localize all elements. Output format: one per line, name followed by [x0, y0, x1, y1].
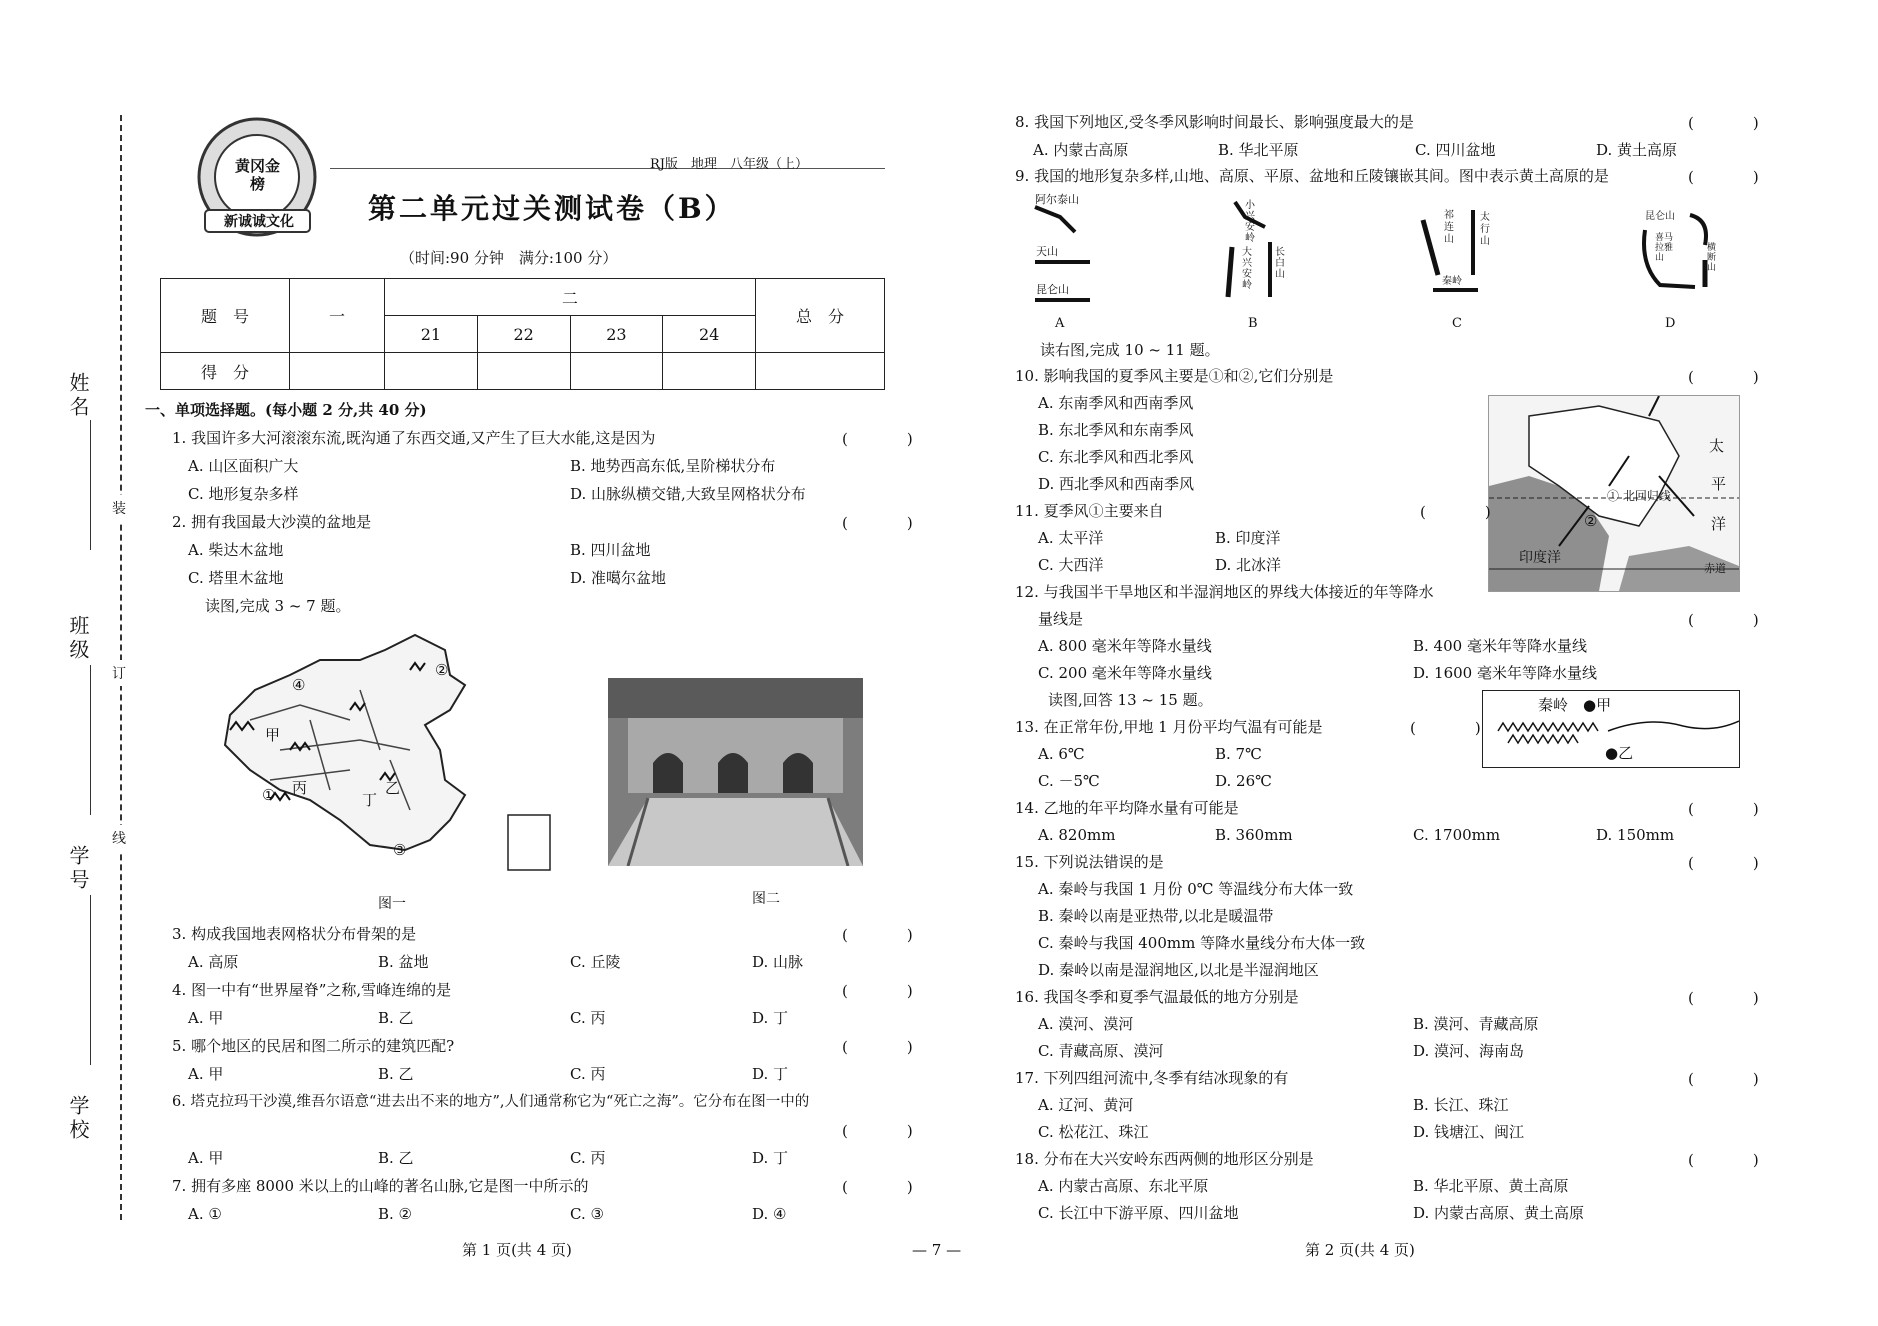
q17-option-c[interactable]: C. 松花江、珠江	[1038, 1123, 1149, 1141]
q13-option-c[interactable]: C. －5℃	[1038, 772, 1100, 790]
q6-option-d[interactable]: D. 丁	[752, 1149, 789, 1167]
q1-option-a[interactable]: A. 山区面积广大	[188, 457, 299, 475]
q4-option-b[interactable]: B. 乙	[378, 1009, 414, 1027]
label-kunlun-d: 昆仑山	[1645, 211, 1675, 222]
q10-option-d[interactable]: D. 西北季风和西南季风	[1038, 475, 1195, 493]
q1-option-c[interactable]: C. 地形复杂多样	[188, 485, 299, 503]
label-tianshan: 天山	[1036, 245, 1058, 258]
q12-option-d[interactable]: D. 1600 毫米年等降水量线	[1413, 664, 1597, 682]
q15-option-b[interactable]: B. 秦岭以南是亚热带,以北是暖温带	[1038, 907, 1274, 925]
q3-option-c[interactable]: C. 丘陵	[570, 953, 621, 971]
q8-answer-blank[interactable]: ( )	[1688, 114, 1781, 132]
q2-option-b[interactable]: B. 四川盆地	[570, 541, 651, 559]
q8-stem: 8. 我国下列地区,受冬季风影响时间最长、影响强度最大的是	[1015, 113, 1414, 131]
q2-option-d[interactable]: D. 准噶尔盆地	[570, 569, 667, 587]
q9-option-a[interactable]: A	[1055, 316, 1065, 331]
footer-page-1: 第 1 页(共 4 页)	[462, 1241, 572, 1259]
read-instruction-10-11: 读右图,完成 10 ~ 11 题。	[1040, 341, 1220, 359]
q2-answer-blank[interactable]: ( )	[842, 514, 935, 532]
q13-stem: 13. 在正常年份,甲地 1 月份平均气温有可能是	[1015, 718, 1323, 736]
q24-col: 24	[663, 316, 756, 353]
q12-option-a[interactable]: A. 800 毫米年等降水量线	[1038, 637, 1212, 655]
sketch-label-yi: ●乙	[1605, 744, 1634, 762]
map2-label-yang: 洋	[1711, 515, 1727, 533]
q12-answer-blank[interactable]: ( )	[1688, 611, 1781, 629]
logo-bottom-text: 新诚诚文化	[224, 214, 294, 230]
student-id-label: 学号	[66, 845, 90, 893]
q15-stem: 15. 下列说法错误的是	[1015, 853, 1164, 871]
q3-option-a[interactable]: A. 高原	[188, 953, 239, 971]
q18-stem: 18. 分布在大兴安岭东西两侧的地形区分别是	[1015, 1150, 1314, 1168]
q7-option-d[interactable]: D. ④	[752, 1205, 787, 1223]
q9-diagram-a[interactable]	[1030, 192, 1100, 312]
q1-option-d[interactable]: D. 山脉纵横交错,大致呈网格状分布	[570, 485, 806, 503]
q17-stem: 17. 下列四组河流中,冬季有结冰现象的有	[1015, 1069, 1289, 1087]
q16-stem: 16. 我国冬季和夏季气温最低的地方分别是	[1015, 988, 1299, 1006]
read-instruction-3-7: 读图,完成 3 ~ 7 题。	[205, 597, 351, 615]
q9-answer-blank[interactable]: ( )	[1688, 168, 1781, 186]
exam-subtitle: （时间:90 分钟 满分:100 分）	[400, 249, 618, 267]
page-title: 第二单元过关测试卷（B）	[368, 192, 736, 225]
q11-option-c[interactable]: C. 大西洋	[1038, 556, 1104, 574]
q16-option-a[interactable]: A. 漠河、漠河	[1038, 1015, 1134, 1033]
q14-option-d[interactable]: D. 150mm	[1596, 826, 1675, 844]
q3-option-b[interactable]: B. 盆地	[378, 953, 429, 971]
score-cell[interactable]	[756, 353, 885, 390]
q12-stem: 12. 与我国半干旱地区和半湿润地区的界线大体接近的年等降水	[1015, 583, 1434, 601]
q2-option-a[interactable]: A. 柴达木盆地	[188, 541, 284, 559]
q5-option-a[interactable]: A. 甲	[188, 1065, 224, 1083]
q4-option-d[interactable]: D. 丁	[752, 1009, 789, 1027]
q5-answer-blank[interactable]: ( )	[842, 1038, 935, 1056]
label-daxinganling: 大兴安岭	[1242, 247, 1252, 291]
label-himalaya: 喜马拉雅山	[1655, 233, 1674, 263]
section-heading: 一、单项选择题。(每小题 2 分,共 40 分)	[145, 401, 427, 419]
q3-option-d[interactable]: D. 山脉	[752, 953, 804, 971]
figure-2-photo	[608, 678, 863, 866]
q13-answer-blank[interactable]: ( )	[1410, 719, 1503, 737]
map1-label-4: ④	[292, 676, 306, 694]
q9-stem: 9. 我国的地形复杂多样,山地、高原、平原、盆地和丘陵镶嵌其间。图中表示黄土高原的是	[1015, 167, 1609, 185]
q7-stem: 7. 拥有多座 8000 米以上的山峰的著名山脉,它是图一中所示的	[172, 1177, 589, 1195]
q14-stem: 14. 乙地的年平均降水量有可能是	[1015, 799, 1239, 817]
cave-dwelling-photo-icon	[608, 678, 863, 866]
footer-page-2: 第 2 页(共 4 页)	[1305, 1241, 1415, 1259]
total-header: 总 分	[756, 279, 885, 353]
q18-option-b[interactable]: B. 华北平原、黄土高原	[1413, 1177, 1569, 1195]
map1-label-ding: 丁	[362, 791, 378, 809]
school-label: 学校	[66, 1095, 90, 1143]
china-map-icon	[210, 630, 555, 880]
q11-option-a[interactable]: A. 太平洋	[1038, 529, 1104, 547]
binding-label-ding: 订	[112, 660, 126, 686]
q8-option-b[interactable]: B. 华北平原	[1218, 141, 1299, 159]
edition-label: RJ版 地理 八年级（上）	[650, 157, 808, 172]
q2-option-c[interactable]: C. 塔里木盆地	[188, 569, 284, 587]
q11-stem: 11. 夏季风①主要来自	[1015, 502, 1164, 520]
q13-option-b[interactable]: B. 7℃	[1215, 745, 1262, 763]
q7-option-c[interactable]: C. ③	[570, 1205, 604, 1223]
q1-stem: 1. 我国许多大河滚滚东流,既沟通了东西交通,又产生了巨大水能,这是因为	[172, 429, 656, 447]
q15-answer-blank[interactable]: ( )	[1688, 854, 1781, 872]
label-changbaishan: 长白山	[1275, 247, 1285, 280]
logo-top-text: 黄冈金榜	[235, 157, 281, 193]
q2-stem: 2. 拥有我国最大沙漠的盆地是	[172, 513, 372, 531]
label-hengduan: 横断山	[1707, 243, 1717, 273]
read-instruction-13-15: 读图,回答 13 ~ 15 题。	[1048, 691, 1213, 709]
class-blank-line	[90, 665, 91, 815]
figure-2-caption: 图二	[752, 891, 780, 907]
q1-answer-blank[interactable]: ( )	[842, 430, 935, 448]
figure-1-caption: 图一	[378, 896, 406, 912]
label-xiaoxinganling: 小兴安岭	[1245, 200, 1255, 244]
q3-stem: 3. 构成我国地表网格状分布骨架的是	[172, 925, 417, 943]
name-blank-line	[90, 420, 91, 550]
q21-col: 21	[385, 316, 478, 353]
q9-option-b[interactable]: B	[1248, 316, 1258, 331]
score-cell[interactable]	[570, 353, 663, 390]
sketch-label-qinling: 秦岭	[1538, 696, 1569, 714]
score-cell[interactable]	[290, 353, 385, 390]
score-cell[interactable]	[663, 353, 756, 390]
q18-option-d[interactable]: D. 内蒙古高原、黄土高原	[1413, 1204, 1585, 1222]
q6-answer-blank[interactable]: ( )	[842, 1122, 935, 1140]
q4-option-a[interactable]: A. 甲	[188, 1009, 224, 1027]
figure-1-china-map	[210, 630, 555, 880]
q13-option-a[interactable]: A. 6℃	[1038, 745, 1085, 763]
q4-answer-blank[interactable]: ( )	[842, 982, 935, 1000]
q23-col: 23	[570, 316, 663, 353]
q12-option-b[interactable]: B. 400 毫米年等降水量线	[1413, 637, 1587, 655]
q18-option-a[interactable]: A. 内蒙古高原、东北平原	[1038, 1177, 1209, 1195]
q8-option-a[interactable]: A. 内蒙古高原	[1033, 141, 1129, 159]
class-label: 班级	[66, 615, 90, 663]
name-label: 姓名	[66, 372, 90, 420]
q11-answer-blank[interactable]: ( )	[1420, 503, 1513, 521]
q15-option-c[interactable]: C. 秦岭与我国 400mm 等降水量线分布大体一致	[1038, 934, 1366, 952]
q5-stem: 5. 哪个地区的民居和图二所示的建筑匹配?	[172, 1037, 455, 1055]
q8-option-c[interactable]: C. 四川盆地	[1415, 141, 1496, 159]
q16-option-b[interactable]: B. 漠河、青藏高原	[1413, 1015, 1539, 1033]
q18-option-c[interactable]: C. 长江中下游平原、四川盆地	[1038, 1204, 1239, 1222]
q15-option-d[interactable]: D. 秦岭以南是湿润地区,以北是半湿润地区	[1038, 961, 1319, 979]
q10-answer-blank[interactable]: ( )	[1688, 368, 1781, 386]
q15-option-a[interactable]: A. 秦岭与我国 1 月份 0℃ 等温线分布大体一致	[1038, 880, 1354, 898]
q9-option-c[interactable]: C	[1452, 316, 1462, 331]
q9-diagram-c[interactable]	[1418, 200, 1498, 305]
q6-option-a[interactable]: A. 甲	[188, 1149, 224, 1167]
monsoon-map	[1488, 395, 1740, 592]
q14-answer-blank[interactable]: ( )	[1688, 800, 1781, 818]
map2-label-equator: 赤道	[1704, 562, 1726, 575]
id-blank-line	[90, 895, 91, 1065]
q8-option-d[interactable]: D. 黄土高原	[1596, 141, 1678, 159]
map2-label-india: 印度洋	[1519, 550, 1561, 566]
map1-label-bing: 丙	[292, 779, 308, 797]
label-kunlun-a: 昆仑山	[1036, 283, 1069, 296]
q9-diagram-b[interactable]	[1220, 192, 1290, 312]
q7-option-a[interactable]: A. ①	[188, 1205, 222, 1223]
q14-option-b[interactable]: B. 360mm	[1215, 826, 1293, 844]
q12-option-c[interactable]: C. 200 毫米年等降水量线	[1038, 664, 1212, 682]
q17-option-b[interactable]: B. 长江、珠江	[1413, 1096, 1509, 1114]
q10-option-b[interactable]: B. 东北季风和东南季风	[1038, 421, 1194, 439]
binding-label-zhuang: 装	[112, 495, 126, 521]
q11-option-b[interactable]: B. 印度洋	[1215, 529, 1281, 547]
q6-option-c[interactable]: C. 丙	[570, 1149, 606, 1167]
q17-option-a[interactable]: A. 辽河、黄河	[1038, 1096, 1134, 1114]
q9-diagram-d[interactable]	[1635, 205, 1720, 300]
q9-option-d[interactable]: D	[1665, 316, 1676, 331]
q13-option-d[interactable]: D. 26℃	[1215, 772, 1272, 790]
q17-answer-blank[interactable]: ( )	[1688, 1070, 1781, 1088]
map1-label-jia: 甲	[265, 726, 281, 744]
q6-stem: 6. 塔克拉玛干沙漠,维吾尔语意“进去出不来的地方”,人们通常称它为“死亡之海”。它分布在图一中的	[172, 1094, 810, 1110]
qno-header: 题 号	[161, 279, 290, 353]
score-table	[160, 278, 885, 390]
q1-option-b[interactable]: B. 地势西高东低,呈阶梯状分布	[570, 457, 776, 475]
score-row-label: 得 分	[161, 353, 290, 390]
label-qinling-c: 秦岭	[1442, 276, 1462, 287]
label-taihangshan: 太行山	[1480, 212, 1490, 247]
map1-label-1: ①	[262, 786, 276, 804]
q16-option-c[interactable]: C. 青藏高原、漠河	[1038, 1042, 1164, 1060]
q16-option-d[interactable]: D. 漠河、海南岛	[1413, 1042, 1525, 1060]
label-altai: 阿尔泰山	[1035, 193, 1079, 206]
qinling-sketch	[1482, 690, 1740, 768]
label-qilianshan: 祁连山	[1444, 210, 1454, 245]
map2-label-tropic: ① 北回归线	[1607, 489, 1671, 503]
q18-answer-blank[interactable]: ( )	[1688, 1151, 1781, 1169]
q7-answer-blank[interactable]: ( )	[842, 1178, 935, 1196]
binding-label-xian: 线	[112, 825, 126, 851]
score-cell[interactable]	[385, 353, 478, 390]
map1-label-3: ③	[393, 841, 407, 859]
map2-label-tai: 太	[1709, 437, 1725, 455]
q11-option-d[interactable]: D. 北冰洋	[1215, 556, 1282, 574]
q4-option-c[interactable]: C. 丙	[570, 1009, 606, 1027]
q5-option-b[interactable]: B. 乙	[378, 1065, 414, 1083]
map1-label-yi: 乙	[385, 779, 401, 797]
q10-stem: 10. 影响我国的夏季风主要是①和②,它们分别是	[1015, 367, 1334, 385]
q17-option-d[interactable]: D. 钱塘江、闽江	[1413, 1123, 1525, 1141]
q3-answer-blank[interactable]: ( )	[842, 926, 935, 944]
q4-stem: 4. 图一中有“世界屋脊”之称,雪峰连绵的是	[172, 981, 452, 999]
score-cell[interactable]	[477, 353, 570, 390]
sketch-label-jia: ●甲	[1583, 696, 1612, 714]
map2-label-ping: 平	[1711, 475, 1727, 493]
publisher-logo	[195, 115, 320, 240]
footer-center-page: — 7 —	[912, 1241, 962, 1259]
q5-option-c[interactable]: C. 丙	[570, 1065, 606, 1083]
q14-option-c[interactable]: C. 1700mm	[1413, 826, 1501, 844]
q14-option-a[interactable]: A. 820mm	[1038, 826, 1116, 844]
q16-answer-blank[interactable]: ( )	[1688, 989, 1781, 1007]
q22-col: 22	[477, 316, 570, 353]
q10-option-c[interactable]: C. 东北季风和西北季风	[1038, 448, 1194, 466]
map2-label-2: ②	[1584, 512, 1598, 530]
q7-option-b[interactable]: B. ②	[378, 1205, 413, 1223]
q10-option-a[interactable]: A. 东南季风和西南季风	[1038, 394, 1194, 412]
q6-option-b[interactable]: B. 乙	[378, 1149, 414, 1167]
map1-label-2: ②	[435, 661, 449, 679]
part-one-header: 一	[290, 279, 385, 353]
part-two-header: 二	[385, 279, 756, 316]
q12-stem-cont: 量线是	[1038, 610, 1084, 628]
q5-option-d[interactable]: D. 丁	[752, 1065, 789, 1083]
